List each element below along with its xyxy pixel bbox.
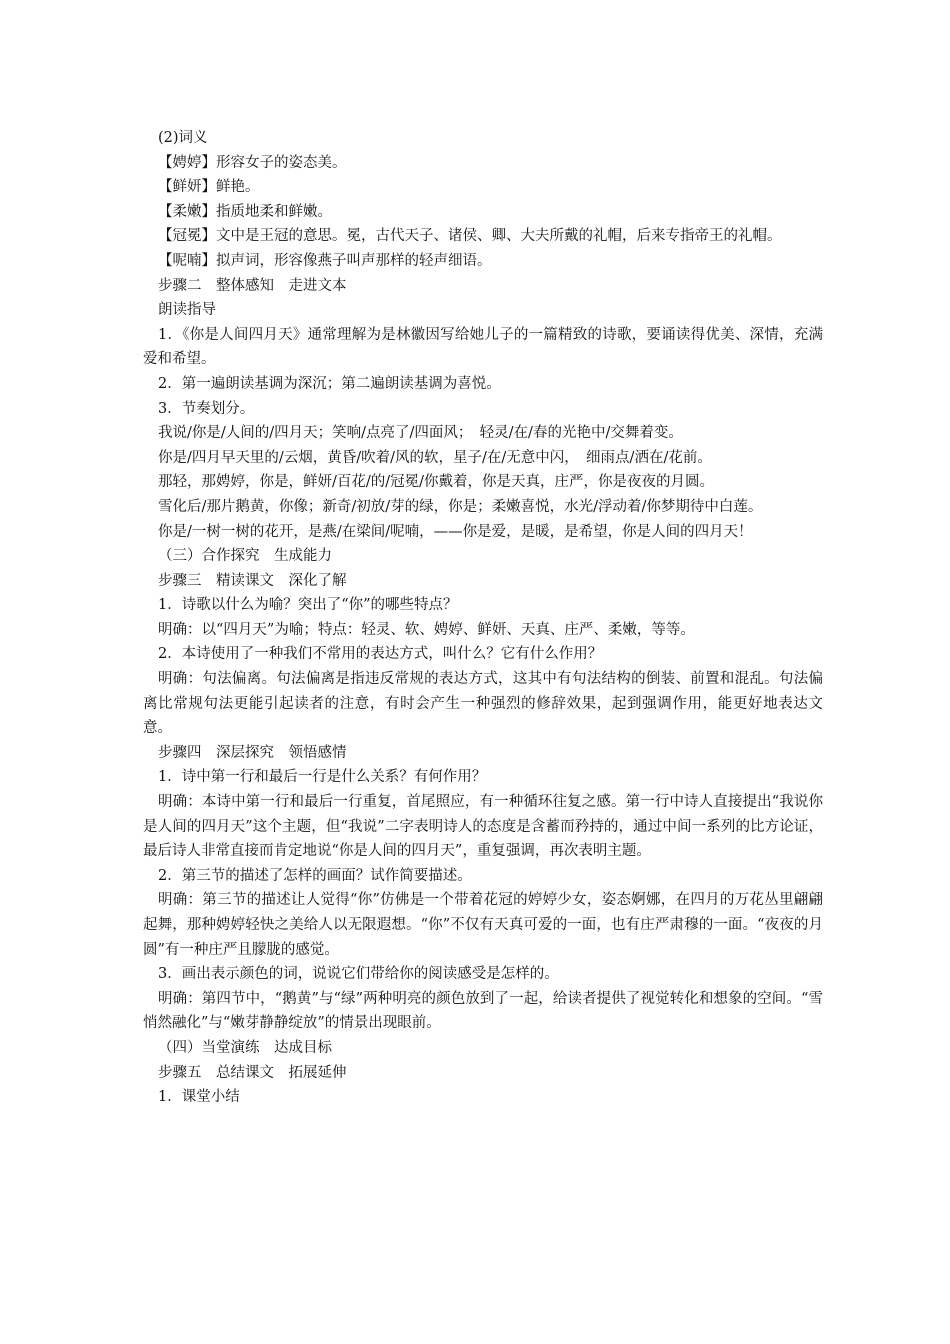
text-line: （三）合作探究 生成能力	[158, 548, 332, 565]
text-line: 2．第一遍朗读基调为深沉；第二遍朗读基调为喜悦。	[158, 375, 501, 392]
document-body	[143, 126, 823, 1110]
text-line: 明确：以“四月天”为喻；特点：轻灵、软、娉婷、鲜妍、天真、庄严、柔嫩，等等。	[158, 621, 695, 638]
text-line: 那轻，那娉婷，你是，鲜妍/百花/的/冠冕/你戴着，你是天真，庄严，你是夜夜的月圆。	[158, 474, 715, 491]
text-line: 【鲜妍】鲜艳。	[158, 179, 260, 196]
text-line: 步骤二 整体感知 走进文本	[158, 277, 347, 294]
text-line: 步骤五 总结课文 拓展延伸	[158, 1064, 347, 1081]
text-line: 雪化后/那片鹅黄，你像；新奇/初放/芽的绿，你是；柔嫩喜悦，水光/浮动着/你梦期待中白莲。	[158, 498, 763, 515]
text-line: 1．诗中第一行和最后一行是什么关系？有何作用？	[158, 769, 487, 786]
text-line: 1．诗歌以什么为喻？突出了“你”的哪些特点？	[158, 597, 458, 614]
text-line: 【娉婷】形容女子的姿态美。	[158, 154, 347, 171]
text-line: 明确：第四节中，“鹅黄”与“绿”两种明亮的颜色放到了一起，给读者提供了视觉转化和想象的空间。“雪悄然融化”与“嫩芽静静绽放”的情景出现眼前。	[143, 990, 823, 1032]
text-line: （四）当堂演练 达成目标	[158, 1039, 332, 1056]
text-line: 朗读指导	[158, 302, 216, 319]
text-line: 明确：本诗中第一行和最后一行重复，首尾照应，有一种循环往复之感。第一行中诗人直接提出“我说你是人间的四月天”这个主题，但“我说”二字表明诗人的态度是含蓄而矜持的，通过中间一系列的比方论证，最后诗人非常直接而肯定地说“你是人间的四月天”，重复强调，再次表明主题。	[143, 794, 823, 860]
text-line: 步骤三 精读课文 深化了解	[158, 572, 347, 589]
text-line: 我说/你是/人间的/四月天；笑响/点亮了/四面风； 轻灵/在/春的光艳中/交舞着变。	[158, 425, 683, 442]
text-line: 你是/一树一树的花开，是燕/在梁间/呢喃，——你是爱，是暖，是希望，你是人间的四月天！	[158, 523, 753, 540]
text-line: 2．第三节的描述了怎样的画面？试作简要描述。	[158, 867, 472, 884]
text-line: 1．课堂小结	[158, 1089, 240, 1106]
text-line: 1．《你是人间四月天》通常理解为是林徽因写给她儿子的一篇精致的诗歌，要诵读得优美、深情，充满爱和希望。	[143, 326, 823, 368]
text-line: 明确：第三节的描述让人觉得“你”仿佛是一个带着花冠的婷婷少女，姿态婀娜，在四月的万花丛里翩翩起舞，那种娉婷轻快之美给人以无限遐想。“你”不仅有天真可爱的一面，也有庄严肃穆的一面。“夜夜的月圆”有一种庄严且朦胧的感觉。	[143, 892, 823, 958]
text-line: 【呢喃】拟声词，形容像燕子叫声那样的轻声细语。	[158, 252, 492, 269]
text-line: 2．本诗使用了一种我们不常用的表达方式，叫什么？它有什么作用？	[158, 646, 603, 663]
text-line: 步骤四 深层探究 领悟感情	[158, 744, 347, 761]
text-line: 明确：句法偏离。句法偏离是指违反常规的表达方式，这其中有句法结构的倒装、前置和混乱。句法偏离比常规句法更能引起读者的注意，有时会产生一种强烈的修辞效果，起到强调作用，能更好地表达文意。	[143, 671, 823, 737]
text-line: 【冠冕】文中是王冠的意思。冕，古代天子、诸侯、卿、大夫所戴的礼帽，后来专指帝王的礼帽。	[158, 228, 782, 245]
text-line: 【柔嫩】指质地柔和鲜嫩。	[158, 203, 332, 220]
text-line: 3．节奏划分。	[158, 400, 255, 417]
text-line: 你是/四月早天里的/云烟，黄昏/吹着/风的软，星子/在/无意中闪， 细雨点/洒在/花前。	[158, 449, 712, 466]
text-line: (2)词义	[158, 130, 208, 146]
text-line: 3．画出表示颜色的词，说说它们带给你的阅读感受是怎样的。	[158, 966, 559, 983]
